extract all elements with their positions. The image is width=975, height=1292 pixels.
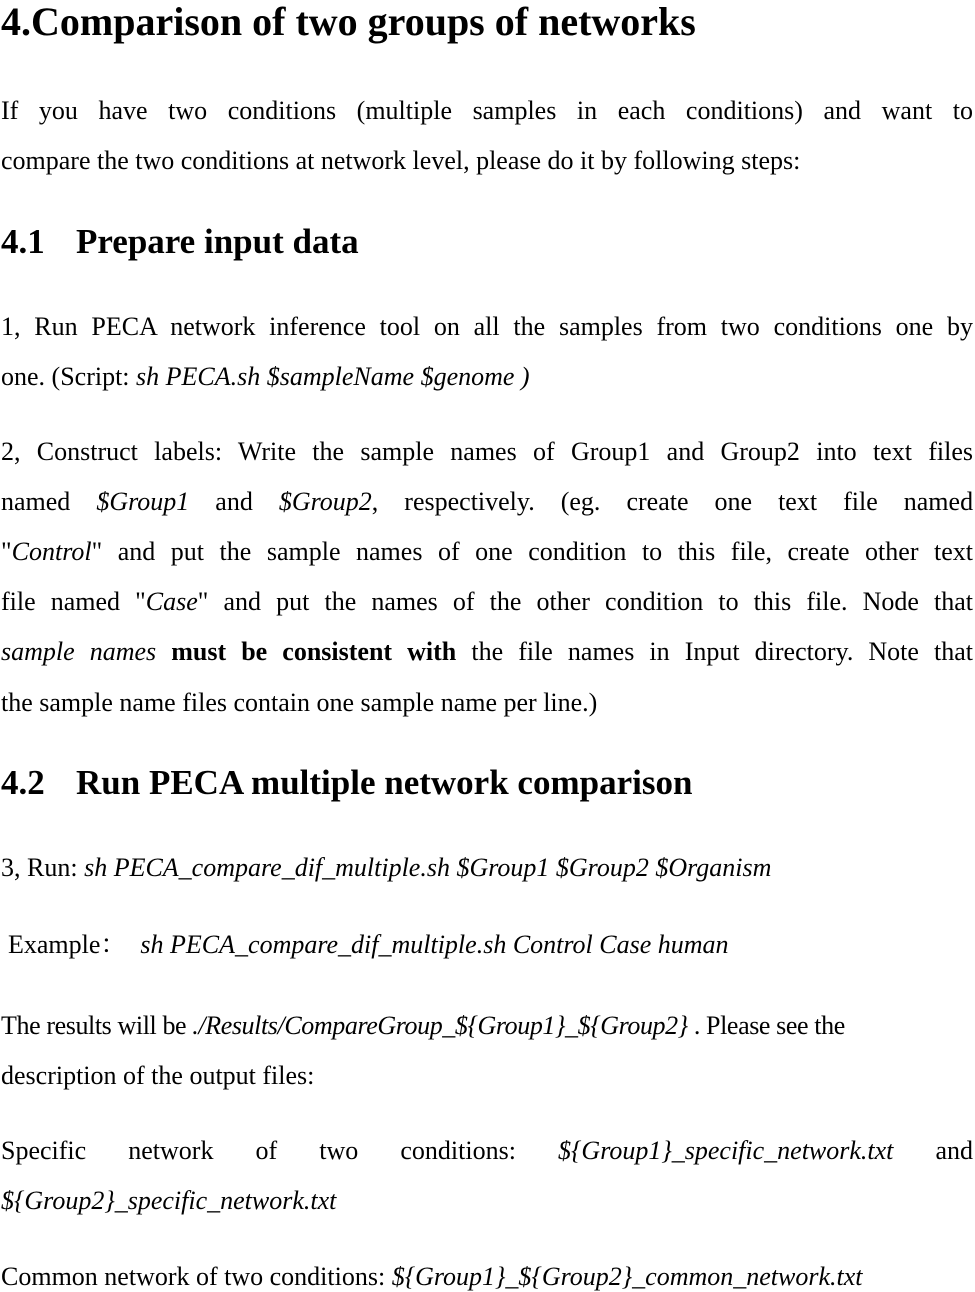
specific-line-2 xyxy=(1,1186,336,1216)
step3-text: 3, Run: xyxy=(1,853,85,882)
word: two xyxy=(319,1136,359,1165)
specific-line-1 xyxy=(1,1136,973,1166)
word: network xyxy=(128,1136,214,1165)
intro-line-2: compare the two conditions at network level, please do it by following steps: xyxy=(1,146,801,175)
word: Specific xyxy=(1,1136,87,1165)
intro-line-1: If you have two conditions (multiple samples in each conditions) and want to xyxy=(1,96,973,125)
heading-title: Prepare input data xyxy=(76,222,359,261)
word: file xyxy=(843,487,878,516)
step3-line xyxy=(1,853,771,883)
group2-specific-file: ${Group2}_specific_network.txt xyxy=(1,1186,337,1215)
step2-text: " and put the sample names of one condition to this file, create other text xyxy=(91,537,973,566)
step3-command: sh PECA_compare_dif_multiple.sh $Group1 $Group2 $Organism xyxy=(84,853,772,882)
example-label: Example： xyxy=(8,930,127,959)
heading-title: Run PECA multiple network comparison xyxy=(76,763,693,802)
common-network-file: ${Group1}_${Group2}_common_network.txt xyxy=(391,1262,863,1291)
page-title xyxy=(1,0,696,44)
word: and xyxy=(935,1136,974,1165)
step2-line-1: 2, Construct labels: Write the sample names of Group1 and Group2 into text files xyxy=(1,437,973,466)
example-line xyxy=(8,930,729,960)
step2-line-4 xyxy=(1,587,973,617)
step2-text: " and put the names of the other condition to this file. Node that xyxy=(197,587,974,616)
common-line xyxy=(1,1262,863,1292)
word: conditions: xyxy=(400,1136,516,1165)
word: and xyxy=(215,487,253,516)
word: , xyxy=(371,487,379,516)
step2-line-5 xyxy=(1,637,973,667)
step1-line-2 xyxy=(1,362,530,392)
results-line-1 xyxy=(1,1011,845,1041)
word: one xyxy=(714,487,753,516)
heading-4-1 xyxy=(1,222,359,262)
word: (eg. xyxy=(560,487,601,516)
group2-var: $Group2 xyxy=(278,487,372,516)
step2-line-2 xyxy=(1,487,973,517)
results-line-2: description of the output files: xyxy=(1,1061,315,1090)
word: named xyxy=(903,487,974,516)
heading-number: 4.2 xyxy=(1,763,45,802)
heading-number: 4.1 xyxy=(1,222,45,261)
word: respectively. xyxy=(404,487,535,516)
results-path: ./Results/CompareGroup_${Group1}_${Group2} xyxy=(192,1011,688,1040)
heading-4-2 xyxy=(1,763,692,803)
word: text xyxy=(778,487,818,516)
section-title: Comparison of two groups of networks xyxy=(31,0,696,44)
step2-text: the file names in Input directory. Note that xyxy=(471,637,974,666)
results-text: The results will be xyxy=(1,1011,193,1040)
step1-text: one. (Script: xyxy=(1,362,137,391)
quote: " xyxy=(1,537,12,566)
word: create xyxy=(626,487,689,516)
step1-line-1: 1, Run PECA network inference tool on all the samples from two conditions one by xyxy=(1,312,973,341)
group1-specific-file: ${Group1}_specific_network.txt xyxy=(558,1136,894,1165)
word: of xyxy=(255,1136,278,1165)
case-label: Case xyxy=(145,587,198,616)
common-text: Common network of two conditions: xyxy=(1,1262,392,1291)
results-text: . Please see the xyxy=(687,1011,845,1040)
step2-line-3 xyxy=(1,537,973,567)
section-number: 4. xyxy=(1,0,31,44)
sample-names-term: sample names xyxy=(1,637,157,666)
emphasis: must be consistent with xyxy=(171,637,457,666)
control-label: Control xyxy=(11,537,92,566)
step2-text: file named " xyxy=(1,587,146,616)
group1-var: $Group1 xyxy=(96,487,190,516)
word: named xyxy=(1,487,71,516)
step1-script: sh PECA.sh $sampleName $genome ) xyxy=(136,362,530,391)
step2-line-6: the sample name files contain one sample name per line.) xyxy=(1,688,598,717)
example-command: sh PECA_compare_dif_multiple.sh Control Case human xyxy=(140,930,729,959)
